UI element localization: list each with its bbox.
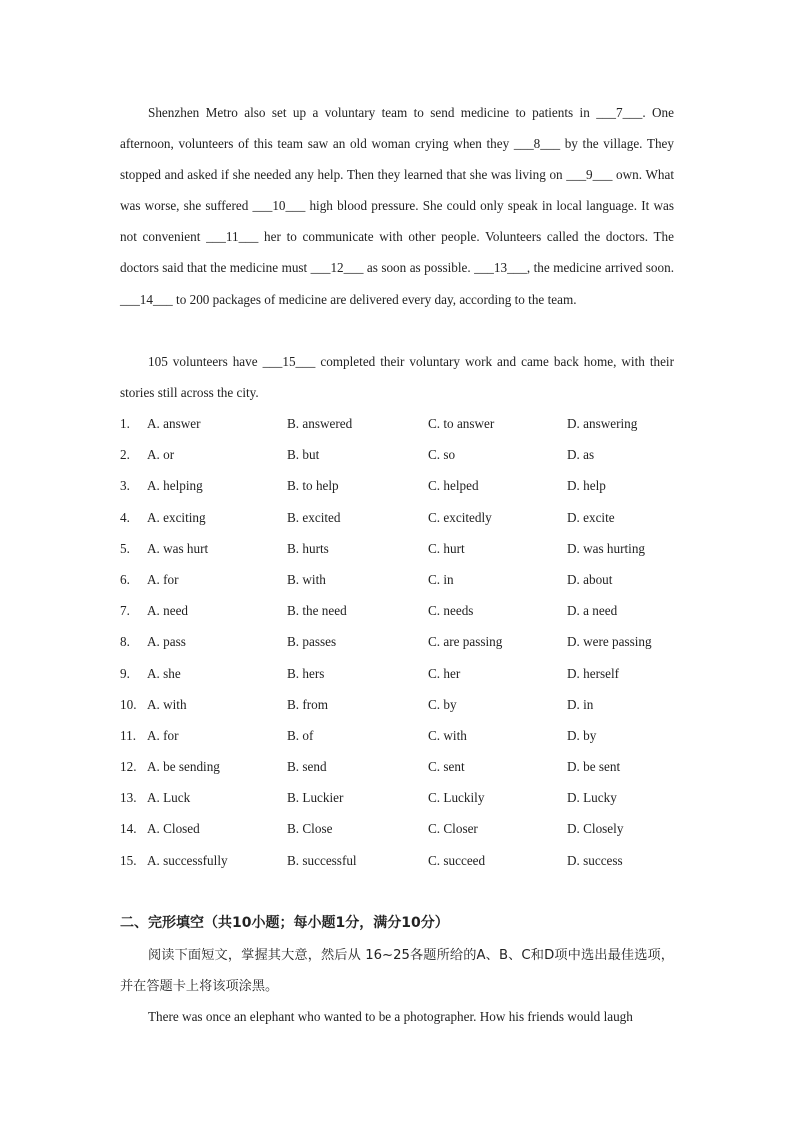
option-row bbox=[120, 533, 680, 564]
option-row bbox=[120, 439, 680, 470]
option-b: B. excited bbox=[287, 509, 341, 525]
option-c: C. so bbox=[428, 447, 456, 463]
option-c: C. are passing bbox=[428, 634, 503, 650]
question-number: 15. bbox=[120, 852, 137, 868]
passage-paragraph-1: Shenzhen Metro also set up a voluntary team to send medicine to patients in ___7___. One afternoon, volunteers of this team saw an old woman crying when they ___8___ by the village. They stopped and asked if she needed any help. Then they learned that she was living on ___9___ own. What was worse, she suffered ___10___ high blood pressure. She could only speak in local language. It was not convenient ___11___ her to communicate with other people. Volunteers called the doctors. The doctors said that the medicine must ___12___ as soon as possible. ___13___, the medicine arrived soon. ___14___ to 200 packages of medicine are delivered every day, according to the team. bbox=[120, 105, 674, 307]
option-d: D. help bbox=[567, 478, 606, 494]
option-c: C. Luckily bbox=[428, 790, 485, 806]
option-b: B. hers bbox=[287, 665, 325, 681]
option-d: D. be sent bbox=[567, 759, 621, 775]
option-row bbox=[120, 502, 680, 533]
option-b: B. of bbox=[287, 727, 314, 743]
section-title: 二、完形填空（共10小题；每小题1分，满分10分） bbox=[120, 915, 449, 931]
question-number: 2. bbox=[120, 447, 130, 463]
option-c: C. succeed bbox=[428, 852, 486, 868]
question-number: 10. bbox=[120, 696, 137, 712]
question-number: 4. bbox=[120, 509, 130, 525]
option-b: B. the need bbox=[287, 603, 347, 619]
option-a: A. she bbox=[147, 665, 181, 681]
option-b: B. Luckier bbox=[287, 790, 344, 806]
option-a: A. be sending bbox=[147, 759, 220, 775]
option-a: A. Luck bbox=[147, 790, 191, 806]
passage-paragraph-2: 105 volunteers have ___15___ completed their voluntary work and came back home, with their stories still across the city. bbox=[120, 354, 674, 401]
option-row bbox=[120, 626, 680, 657]
question-number: 14. bbox=[120, 821, 137, 837]
option-row bbox=[120, 595, 680, 626]
option-c: C. by bbox=[428, 696, 457, 712]
option-d: D. Closely bbox=[567, 821, 624, 837]
option-row bbox=[120, 564, 680, 595]
option-d: D. was hurting bbox=[567, 540, 646, 556]
question-number: 3. bbox=[120, 478, 130, 494]
option-row bbox=[120, 470, 680, 501]
option-row bbox=[120, 751, 680, 782]
option-c: C. excitedly bbox=[428, 509, 492, 525]
option-d: D. as bbox=[567, 447, 595, 463]
question-number: 9. bbox=[120, 665, 130, 681]
question-number: 5. bbox=[120, 540, 130, 556]
question-number: 11. bbox=[120, 727, 136, 743]
option-d: D. Lucky bbox=[567, 790, 617, 806]
option-d: D. a need bbox=[567, 603, 618, 619]
option-c: C. her bbox=[428, 665, 461, 681]
option-c: C. to answer bbox=[428, 416, 495, 431]
option-b: B. Close bbox=[287, 821, 333, 837]
option-c: C. Closer bbox=[428, 821, 478, 837]
option-c: C. with bbox=[428, 727, 467, 743]
option-row bbox=[120, 845, 680, 876]
option-c: C. sent bbox=[428, 759, 465, 775]
option-d: D. about bbox=[567, 571, 613, 587]
option-a: A. or bbox=[147, 447, 175, 463]
option-b: B. to help bbox=[287, 478, 339, 494]
option-a: A. successfully bbox=[147, 852, 228, 868]
option-d: D. by bbox=[567, 727, 597, 743]
question-number: 8. bbox=[120, 634, 130, 650]
option-row bbox=[120, 782, 680, 813]
option-b: B. successful bbox=[287, 852, 357, 868]
option-b: B. but bbox=[287, 447, 320, 463]
passage-paragraph-3: There was once an elephant who wanted to be a photographer. How his friends would laugh bbox=[148, 1009, 633, 1024]
option-a: A. exciting bbox=[147, 509, 206, 525]
option-row bbox=[120, 658, 680, 689]
option-a: A. for bbox=[147, 571, 179, 587]
option-row bbox=[120, 408, 680, 439]
option-row bbox=[120, 813, 680, 844]
question-number: 1. bbox=[120, 416, 130, 431]
option-a: A. need bbox=[147, 603, 189, 619]
option-d: D. excite bbox=[567, 509, 615, 525]
option-b: B. passes bbox=[287, 634, 337, 650]
option-b: B. answered bbox=[287, 416, 353, 431]
option-a: A. with bbox=[147, 696, 187, 712]
option-d: D. success bbox=[567, 852, 623, 868]
option-a: A. answer bbox=[147, 416, 201, 431]
option-a: A. Closed bbox=[147, 821, 200, 837]
answer-options bbox=[120, 408, 680, 876]
option-row bbox=[120, 689, 680, 720]
option-d: D. in bbox=[567, 696, 594, 712]
option-a: A. was hurt bbox=[147, 540, 209, 556]
option-d: D. answering bbox=[567, 416, 638, 431]
option-c: C. needs bbox=[428, 603, 474, 619]
question-number: 7. bbox=[120, 603, 130, 619]
option-c: C. hurt bbox=[428, 540, 465, 556]
option-a: A. helping bbox=[147, 478, 203, 494]
option-d: D. herself bbox=[567, 665, 619, 681]
question-number: 6. bbox=[120, 571, 130, 587]
option-b: B. with bbox=[287, 571, 326, 587]
option-b: B. hurts bbox=[287, 540, 329, 556]
option-a: A. pass bbox=[147, 634, 186, 650]
option-b: B. send bbox=[287, 759, 327, 775]
option-c: C. helped bbox=[428, 478, 479, 494]
question-number: 13. bbox=[120, 790, 137, 806]
option-a: A. for bbox=[147, 727, 179, 743]
option-c: C. in bbox=[428, 571, 454, 587]
question-number: 12. bbox=[120, 759, 137, 775]
section-instructions: 阅读下面短文，掌握其大意，然后从 16~25各题所给的A、B、C和D项中选出最佳选项，并在答题卡上将该项涂黑。 bbox=[120, 948, 674, 994]
option-row bbox=[120, 720, 680, 751]
option-b: B. from bbox=[287, 696, 329, 712]
option-d: D. were passing bbox=[567, 634, 652, 650]
